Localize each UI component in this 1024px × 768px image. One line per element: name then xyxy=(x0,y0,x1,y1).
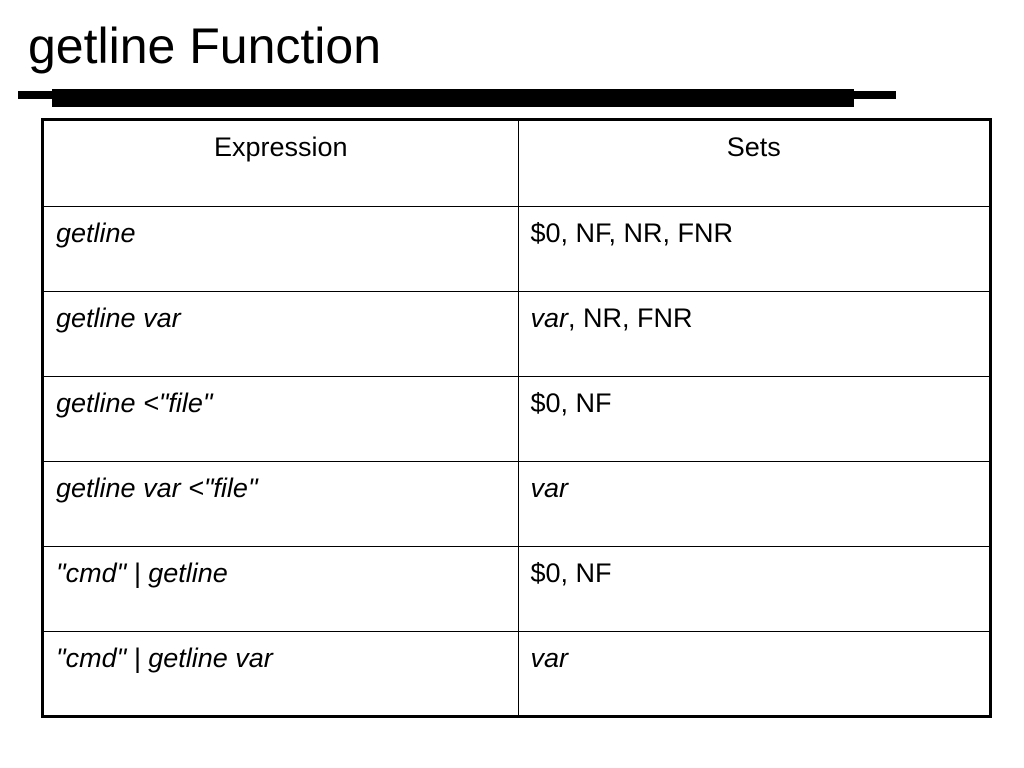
sets-plain-text: , NR, FNR xyxy=(568,302,693,333)
sets-cell xyxy=(518,631,989,716)
expression-cell: "cmd" | getline xyxy=(44,546,518,631)
column-header-expression: Expression xyxy=(44,121,518,206)
getline-table-frame xyxy=(41,118,992,718)
sets-plain-text: $0, NF xyxy=(530,557,612,588)
expression-cell: getline <"file" xyxy=(44,376,518,461)
title-underline-thick xyxy=(52,89,854,107)
sets-plain-text: $0, NF, NR, FNR xyxy=(530,217,734,248)
table-row xyxy=(44,631,989,716)
sets-plain-text: $0, NF xyxy=(530,387,612,418)
table-row xyxy=(44,206,989,291)
table-row xyxy=(44,291,989,376)
getline-table xyxy=(44,121,989,716)
sets-italic-text: var xyxy=(530,472,569,503)
table-row xyxy=(44,546,989,631)
sets-cell xyxy=(518,461,989,546)
table-row xyxy=(44,376,989,461)
expression-cell: getline var xyxy=(44,291,518,376)
column-header-sets: Sets xyxy=(518,121,989,206)
table-row xyxy=(44,461,989,546)
sets-cell xyxy=(518,376,989,461)
expression-cell: "cmd" | getline var xyxy=(44,631,518,716)
sets-italic-text: var xyxy=(530,642,569,673)
sets-cell xyxy=(518,206,989,291)
sets-italic-text: var xyxy=(530,302,569,333)
sets-cell xyxy=(518,546,989,631)
table-header-row xyxy=(44,121,989,206)
sets-cell xyxy=(518,291,989,376)
expression-cell: getline xyxy=(44,206,518,291)
slide-title: getline Function xyxy=(28,18,382,74)
expression-cell: getline var <"file" xyxy=(44,461,518,546)
